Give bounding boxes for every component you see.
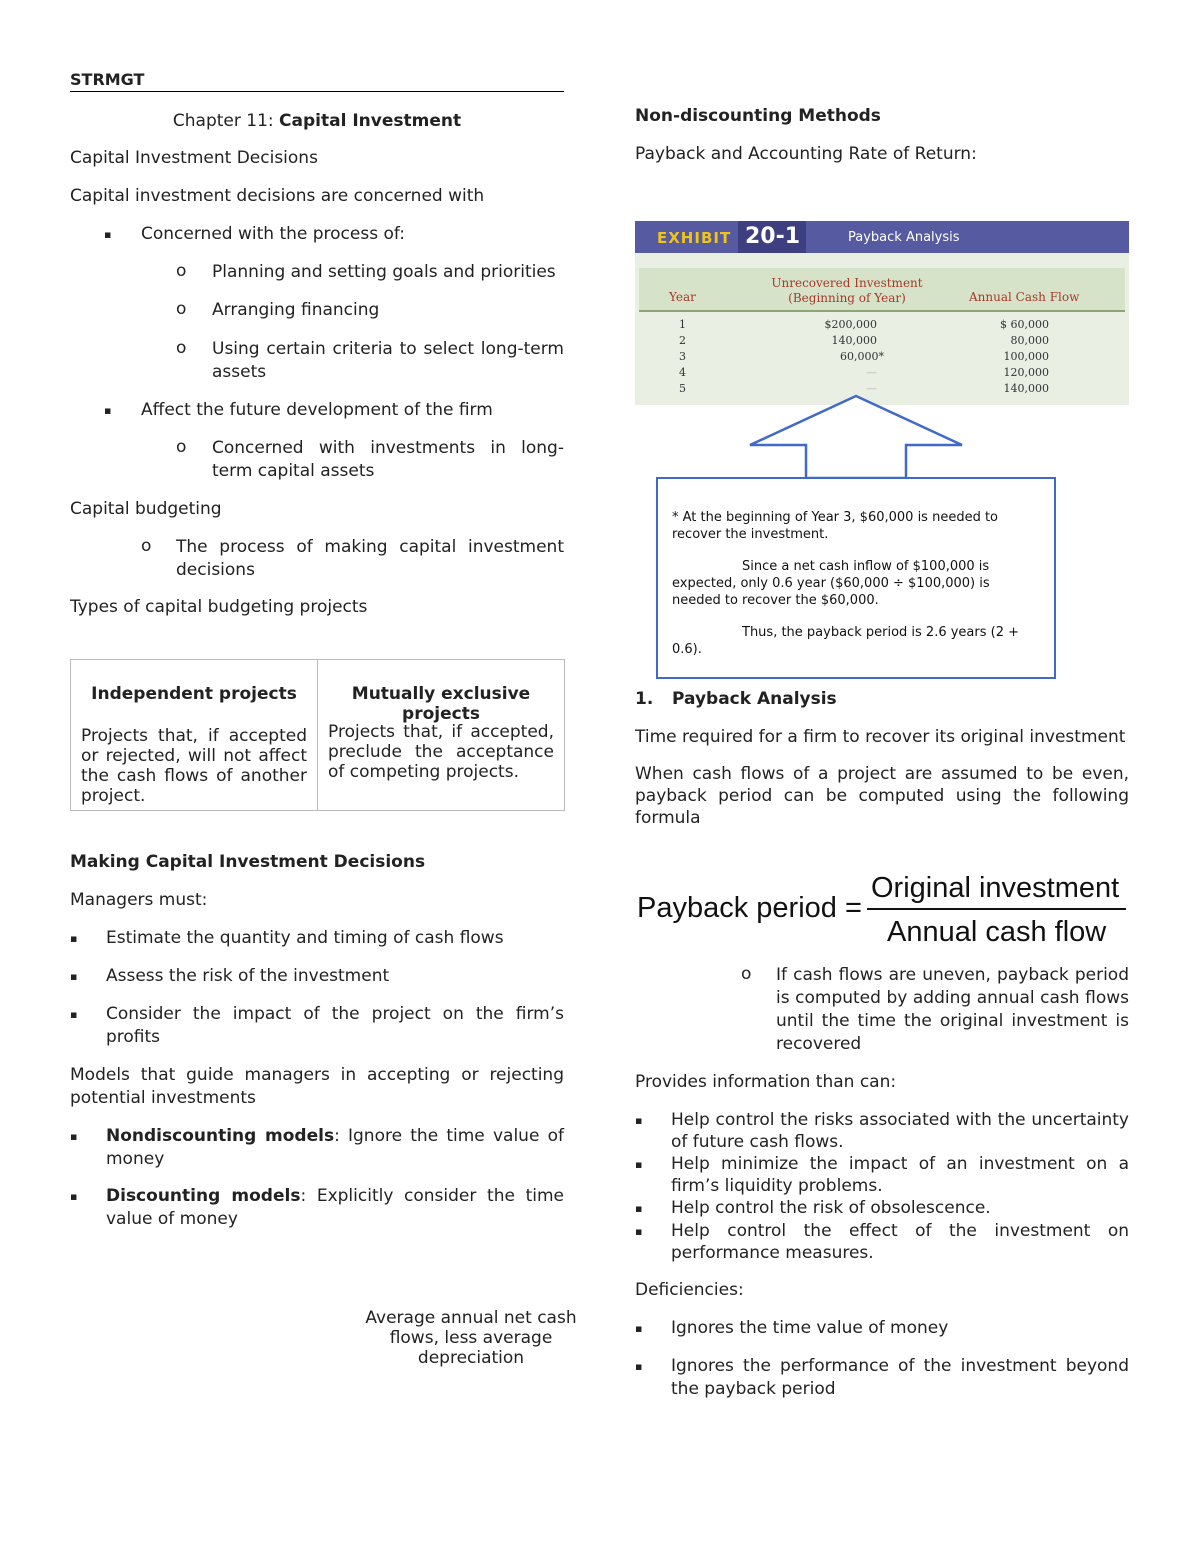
project-types-table — [70, 659, 565, 811]
circle-bullet-icon: o — [176, 299, 187, 319]
course-header: STRMGT — [70, 70, 564, 92]
bullet-icon: ▪ — [635, 1158, 643, 1171]
manager-item: ▪ Consider the impact of the project on the firm’s profits — [70, 1004, 564, 1047]
sub-bullet-item: o Using certain criteria to select long-term assets — [176, 338, 564, 382]
col-year: Year — [669, 290, 696, 304]
exhibit-row: 5 — 140,000 — [679, 382, 1049, 395]
exhibit-row: 3 60,000* 100,000 — [679, 350, 1049, 363]
mutual-title: Mutually exclusive projects — [351, 684, 531, 724]
provides-item: ▪ Help control the risk of obsolescence. — [635, 1198, 991, 1218]
independent-cell — [71, 660, 318, 811]
exhibit-row: 2 140,000 80,000 — [679, 334, 1049, 347]
bullet-icon: ▪ — [70, 1008, 78, 1021]
deficiency-item: ▪ Ignores the time value of money — [635, 1318, 949, 1338]
sub-bullet-item: o If cash flows are uneven, payback period is computed by adding annual cash flows until the time the original investment is recovered — [741, 964, 1129, 1054]
bullet-icon: ▪ — [104, 404, 112, 417]
independent-title: Independent projects — [91, 684, 297, 704]
right-column-lower — [635, 964, 1129, 1401]
section-intro: Capital investment decisions are concerned with — [70, 186, 485, 206]
nondiscounting-sub: Payback and Accounting Rate of Return: — [635, 144, 977, 164]
formula-numerator: Original investment — [871, 872, 1120, 904]
sub-bullet-item: o Arranging financing — [176, 299, 380, 320]
formula-lhs: Payback period = — [637, 892, 862, 924]
exhibit-title: Payback Analysis — [848, 230, 960, 245]
payback-definition: Time required for a firm to recover its original investment — [635, 727, 1126, 747]
fraction-bar — [867, 908, 1126, 910]
note-line-1: * At the beginning of Year 3, $60,000 is needed to recover the investment. — [672, 510, 999, 542]
bullet-icon: ▪ — [70, 932, 78, 945]
left-column — [70, 70, 564, 619]
exhibit-number: 20-1 — [745, 224, 801, 249]
chapter-title — [70, 110, 564, 133]
bullet-icon: ▪ — [635, 1360, 643, 1373]
bullet-icon: ▪ — [635, 1114, 643, 1127]
col-cash: Annual Cash Flow — [969, 290, 1080, 304]
section-heading: Capital Investment Decisions — [70, 148, 318, 168]
circle-bullet-icon: o — [176, 261, 187, 281]
mutual-body: Projects that, if accepted, preclude the acceptance of competing projects. — [328, 722, 554, 782]
provides-item: ▪ Help minimize the impact of an investment on a firm’s liquidity problems. — [635, 1154, 1129, 1196]
note-line-3: Thus, the payback period is 2.6 years (2 + 0.6). — [672, 625, 1020, 657]
bullet-icon: ▪ — [635, 1322, 643, 1335]
nondiscounting-heading: Non-discounting Methods — [635, 106, 881, 126]
chapter-prefix: Chapter 11: — [172, 111, 280, 131]
bullet-icon: ▪ — [70, 1130, 78, 1143]
bullet-icon: ▪ — [104, 228, 112, 241]
exhibit-image — [635, 221, 1129, 405]
types-heading: Types of capital budgeting projects — [70, 597, 368, 617]
sub-bullet-item: o Planning and setting goals and priorities — [176, 261, 556, 282]
col-unrecovered: Unrecovered Investment (Beginning of Year) — [771, 276, 923, 305]
capital-budgeting-heading: Capital budgeting — [70, 499, 222, 519]
exhibit-table-header — [639, 268, 1125, 312]
right-column-top — [635, 105, 1129, 166]
independent-body: Projects that, if accepted or rejected, will not affect the cash flows of another project. — [81, 726, 307, 806]
manager-item: ▪ Assess the risk of the investment — [70, 966, 390, 986]
bullet-item: ▪ Concerned with the process of: — [104, 224, 405, 244]
deficiencies-heading: Deficiencies: — [635, 1280, 744, 1300]
right-column-middle — [635, 688, 1129, 829]
sub-bullet-item: o Concerned with investments in long-term capital assets — [176, 437, 564, 481]
model-item: ▪ Discounting models: Explicitly consider the time value of money — [70, 1186, 564, 1229]
payback-formula — [635, 868, 1130, 958]
circle-bullet-icon: o — [176, 437, 187, 457]
callout-arrow-icon — [740, 394, 972, 484]
provides-item: ▪ Help control the risks associated with the uncertainty of future cash flows. — [635, 1110, 1129, 1152]
formula-denominator: Annual cash flow — [887, 916, 1107, 948]
deficiency-item: ▪ Ignores the performance of the investment beyond the payback period — [635, 1356, 1129, 1399]
chapter-name: Capital Investment — [279, 111, 462, 131]
circle-bullet-icon: o — [741, 964, 752, 984]
circle-bullet-icon: o — [176, 338, 187, 358]
managers-intro: Managers must: — [70, 890, 208, 910]
manager-item: ▪ Estimate the quantity and timing of cash flows — [70, 928, 504, 948]
circle-bullet-icon: o — [141, 536, 152, 556]
payback-note-box — [656, 477, 1056, 679]
bullet-icon: ▪ — [70, 1190, 78, 1203]
provides-intro: Provides information than can: — [635, 1072, 897, 1092]
note-line-2: Since a net cash inflow of $100,000 is expected, only 0.6 year ($60,000 ÷ $100,000) is needed to recover the $60,000. — [672, 559, 990, 608]
bullet-icon: ▪ — [635, 1225, 643, 1238]
exhibit-row: 4 — 120,000 — [679, 366, 1049, 379]
exhibit-bar — [635, 221, 1129, 253]
payback-heading: 1. Payback Analysis — [635, 689, 837, 709]
sub-bullet-item: o The process of making capital investment decisions — [141, 536, 564, 580]
making-heading: Making Capital Investment Decisions — [70, 852, 426, 872]
bullet-icon: ▪ — [70, 970, 78, 983]
bullet-item: ▪ Affect the future development of the firm — [104, 400, 493, 420]
even-cash-text: When cash flows of a project are assumed to be even, payback period can be computed using the following formula — [635, 764, 1129, 828]
models-intro: Models that guide managers in accepting or rejecting potential investments — [70, 1065, 564, 1108]
exhibit-row: 1 $200,000 $ 60,000 — [679, 318, 1049, 331]
provides-item: ▪ Help control the effect of the investment on performance measures. — [635, 1221, 1129, 1263]
left-column-lower — [70, 851, 564, 1231]
floating-note: Average annual net cash flows, less average depreciation — [365, 1308, 577, 1368]
bullet-icon: ▪ — [635, 1202, 643, 1215]
mutual-cell — [318, 660, 565, 811]
exhibit-label: EXHIBIT — [657, 229, 732, 247]
model-item: ▪ Nondiscounting models: Ignore the time value of money — [70, 1126, 564, 1169]
